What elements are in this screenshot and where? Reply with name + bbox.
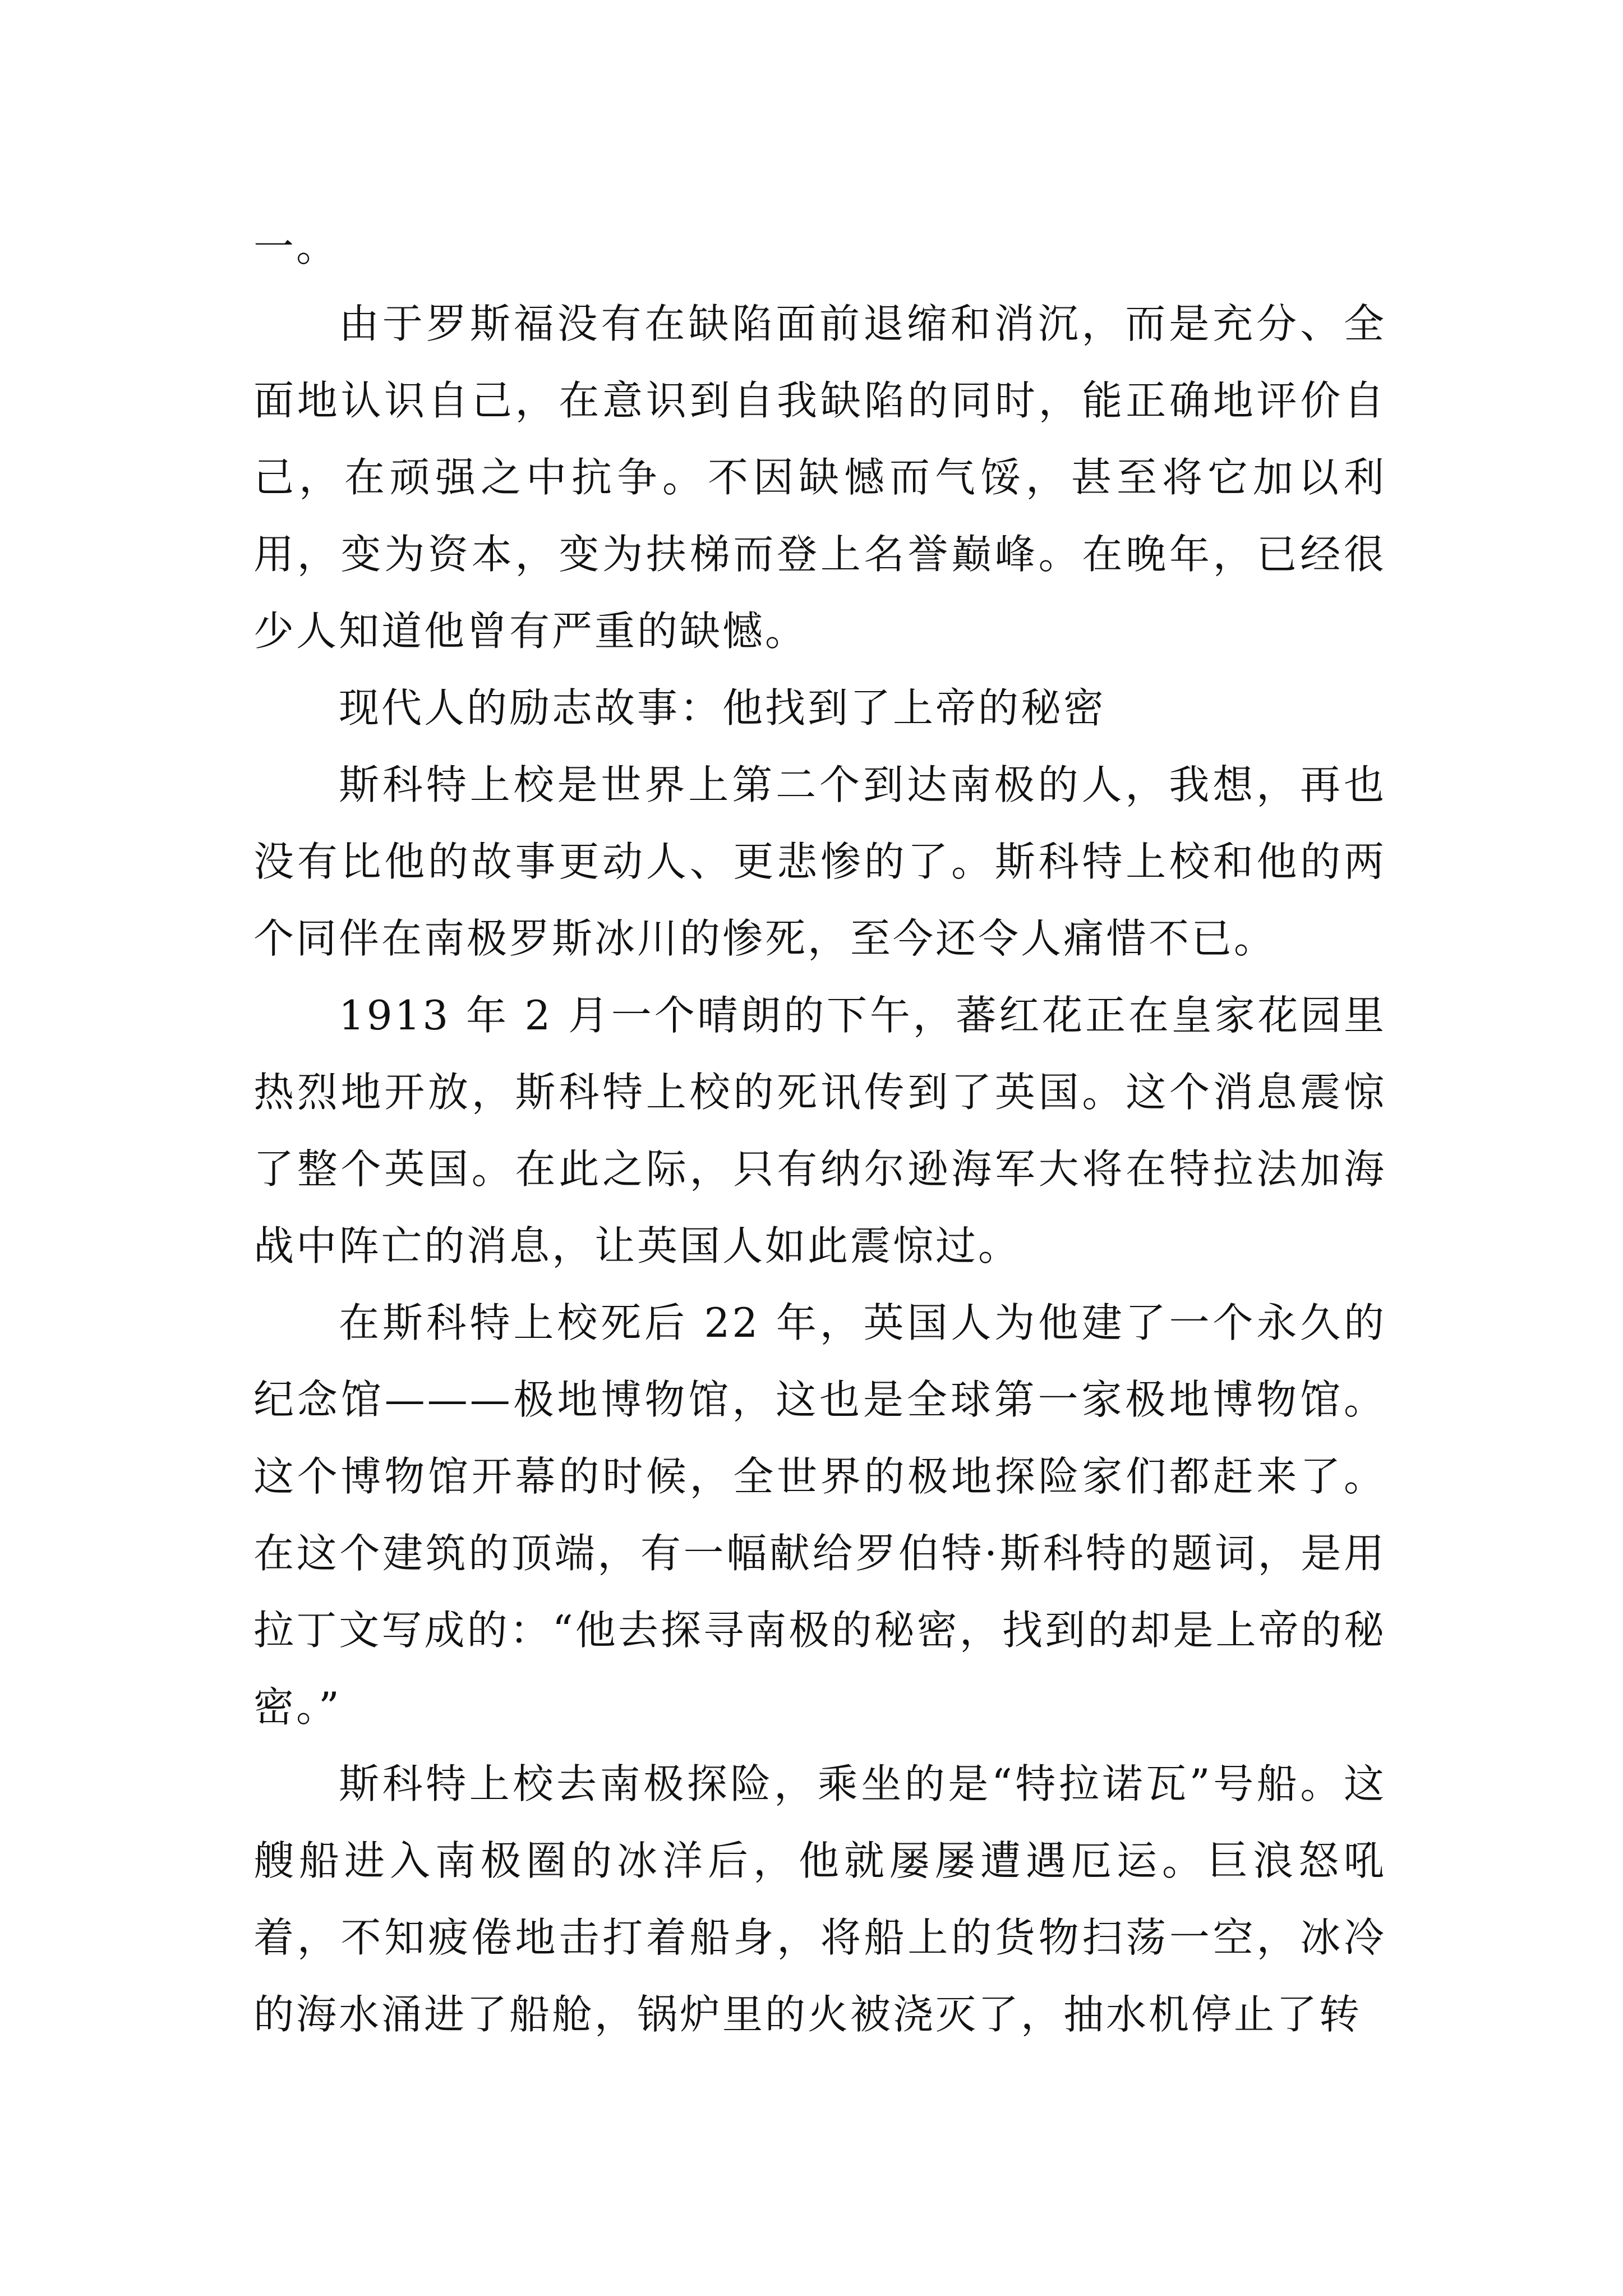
paragraph-scott-intro: 斯科特上校是世界上第二个到达南极的人，我想，再也没有比他的故事更动人、更悲惨的了。斯科特上校和他的两个同伴在南极罗斯冰川的惨死，至今还令人痛惜不已。 [253,761,1386,962]
paragraph-terra-nova: 斯科特上校去南极探险，乘坐的是“特拉诺瓦”号船。这艘船进入南极圈的冰洋后，他就屡屡遭遇厄运。巨浪怒吼着，不知疲倦地击打着船身，将船上的货物扫荡一空，冰冷的海水涌进了船舱，锅炉里的火被浇灭了，抽水机停止了转 [253,1760,1386,2038]
paragraph-roosevelt: 由于罗斯福没有在缺陷面前退缩和消沉，而是充分、全面地认识自己，在意识到自我缺陷的同时，能正确地评价自己，在顽强之中抗争。不因缺憾而气馁，甚至将它加以利用，变为资本，变为扶梯而登上名誉巅峰。在晚年，已经很少人知道他曾有严重的缺憾。 [253,300,1386,655]
paragraph-polar-museum: 在斯科特上校死后 22 年，英国人为他建了一个永久的纪念馆———极地博物馆，这也是全球第一家极地博物馆。这个博物馆开幕的时候，全世界的极地探险家们都赶来了。在这个建筑的顶端，有一幅献给罗伯特·斯科特的题词，是用拉丁文写成的：“他去探寻南极的秘密，找到的却是上帝的秘密。” [253,1299,1386,1731]
section-heading: 现代人的励志故事：他找到了上帝的秘密 [339,684,1106,731]
paragraph-continuation: 一。 [253,223,339,270]
document-body [253,209,1386,2053]
paragraph-1913-news: 1913 年 2 月一个晴朗的下午，蕃红花正在皇家花园里热烈地开放，斯科特上校的死讯传到了英国。这个消息震惊了整个英国。在此之际，只有纳尔逊海军大将在特拉法加海战中阵亡的消息，让英国人如此震惊过。 [253,992,1386,1269]
